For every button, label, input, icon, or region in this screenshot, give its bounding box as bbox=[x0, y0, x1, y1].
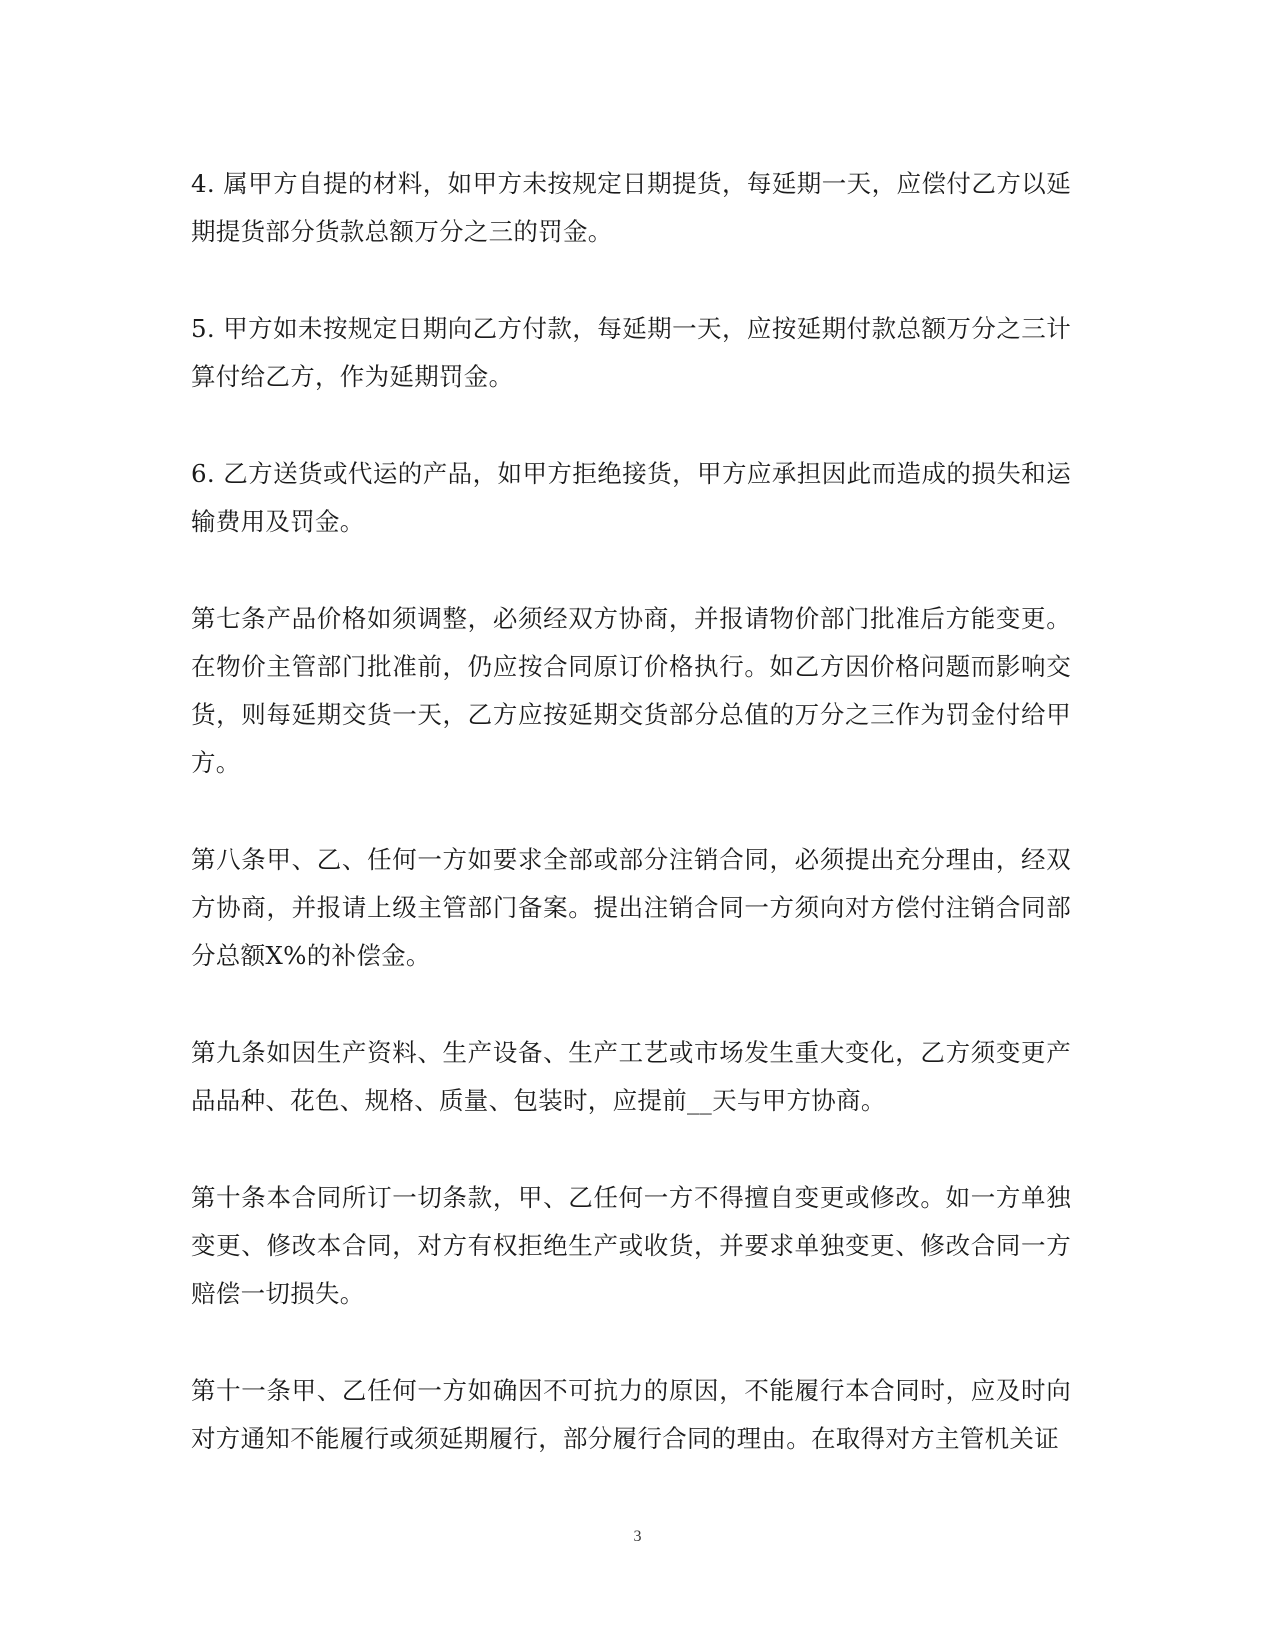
paragraph-clause-5: 5. 甲方如未按规定日期向乙方付款，每延期一天，应按延期付款总额万分之三计算付给乙方，作为延期罚金。 bbox=[191, 314, 1071, 391]
paragraph-clause-6: 6. 乙方送货或代运的产品，如甲方拒绝接货，甲方应承担因此而造成的损失和运输费用及罚金。 bbox=[191, 459, 1071, 536]
paragraph-clause-4: 4. 属甲方自提的材料，如甲方未按规定日期提货，每延期一天，应偿付乙方以延期提货部分货款总额万分之三的罚金。 bbox=[191, 169, 1071, 246]
paragraph-article-7: 第七条产品价格如须调整，必须经双方协商，并报请物价部门批准后方能变更。在物价主管部门批准前，仍应按合同原订价格执行。如乙方因价格问题而影响交货，则每延期交货一天，乙方应按延期交货部分总值的万分之三作为罚金付给甲方。 bbox=[191, 604, 1071, 777]
page-number: 3 bbox=[633, 1528, 642, 1545]
paragraph-article-9: 第九条如因生产资料、生产设备、生产工艺或市场发生重大变化，乙方须变更产品品种、花色、规格、质量、包装时，应提前__天与甲方协商。 bbox=[191, 1038, 1071, 1115]
paragraph-article-10: 第十条本合同所订一切条款，甲、乙任何一方不得擅自变更或修改。如一方单独变更、修改本合同，对方有权拒绝生产或收货，并要求单独变更、修改合同一方赔偿一切损失。 bbox=[191, 1183, 1071, 1308]
paragraph-article-8: 第八条甲、乙、任何一方如要求全部或部分注销合同，必须提出充分理由，经双方协商，并报请上级主管部门备案。提出注销合同一方须向对方偿付注销合同部分总额X%的补偿金。 bbox=[191, 845, 1071, 970]
paragraph-article-11: 第十一条甲、乙任何一方如确因不可抗力的原因，不能履行本合同时，应及时向对方通知不能履行或须延期履行，部分履行合同的理由。在取得对方主管机关证 bbox=[191, 1376, 1071, 1453]
document-body bbox=[191, 160, 1071, 1512]
